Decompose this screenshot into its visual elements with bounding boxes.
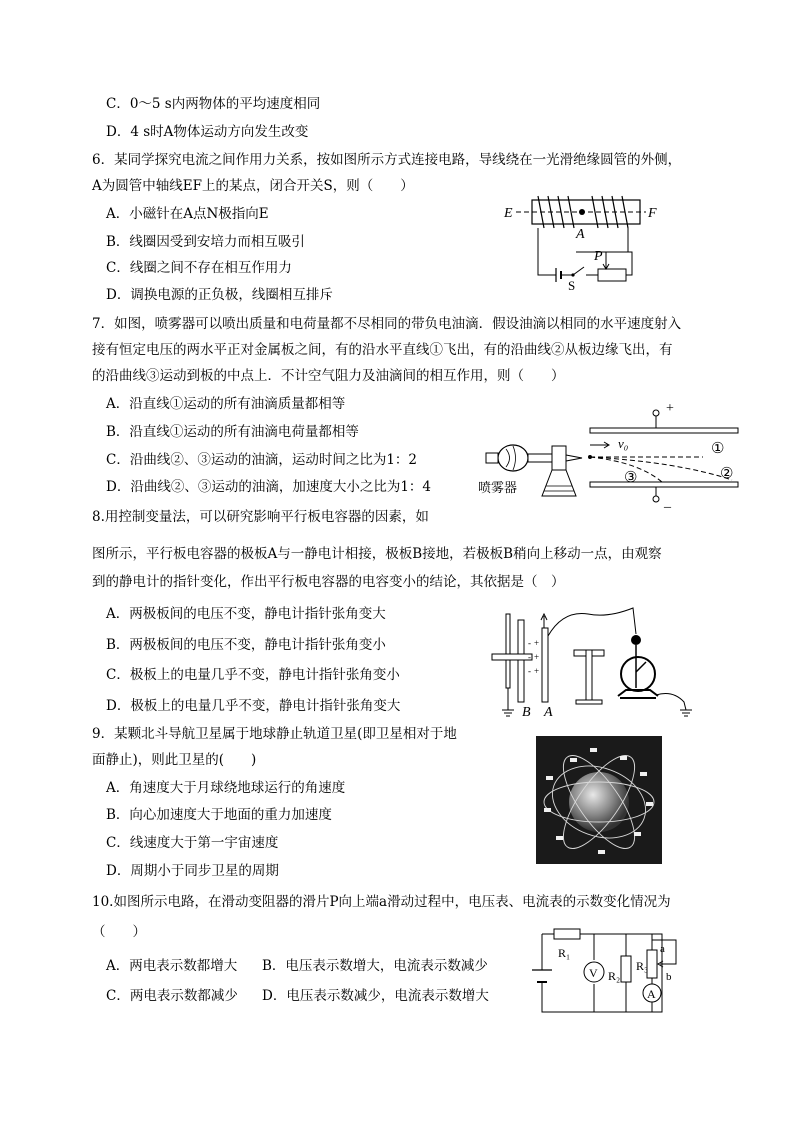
top-terminal [653,410,659,416]
resistor-R1 [554,929,580,939]
coil-circuit-figure [498,190,668,290]
bottom-terminal [653,496,659,502]
svg-text:-: - [528,666,531,676]
q7-option-b: B．沿直线①运动的所有油滴电荷量都相等 [106,424,359,440]
rheostat [598,269,626,281]
q8-stem-line1: 8.用控制变量法，可以研究影响平行板电容器的因素，如 [92,509,429,525]
q10-stem-line2: （ ） [92,924,146,940]
label-P: P [594,249,603,264]
label-B: B [522,705,531,718]
plate-A [542,628,548,702]
point-A-dot [579,209,585,215]
label-plus: + [666,401,674,416]
label-F: F [648,206,657,221]
svg-text:-: - [528,638,531,648]
q7-option-a: A．沿直线①运动的所有油滴质量都相等 [106,396,346,412]
q8-stem-line3: 到的静电计的指针变化，作出平行板电容器的电容变小的结论，其依据是（ ） [92,574,565,590]
label-v0: v₀ [618,436,629,451]
q6-stem-line1: 6．某同学探究电流之间作用力关系，按如图所示方式连接电路，导线绕在一光滑绝缘圆管的外侧， [92,152,682,168]
sprayer-nozzle [566,455,582,461]
connecting-wire [548,608,636,636]
wire-rheostat-right [626,252,632,275]
sprayer-bulb [498,445,528,471]
q7-stem-line2: 接有恒定电压的两水平正对金属板之间，有的沿水平直线①飞出，有的沿曲线②从板边缘飞出，有 [92,342,673,358]
capacitor-electrometer-figure [488,600,702,718]
q10-option-a: A．两电表示数都增大 [106,958,238,974]
q8-option-d: D．极板上的电量几乎不变，静电计指针张角变大 [106,698,401,714]
q8-option-b: B．两极板间的电压不变，静电计指针张角变小 [106,637,386,653]
label-S: S [568,278,576,290]
svg-text:-: - [528,652,531,662]
sprayer-head [552,446,566,470]
sprayer-plates-figure [478,400,748,508]
q8-option-a: A．两极板间的电压不变，静电计指针张角变大 [106,606,386,622]
top-plate [590,428,738,433]
label-1: ① [711,441,725,457]
q9-stem-line2: 面静止)，则此卫星的( ) [92,752,257,768]
label-V: V [589,966,598,980]
resistor-R2 [621,956,631,982]
svg-text:+: + [534,652,540,662]
q8-option-c: C．极板上的电量几乎不变，静电计指针张角变小 [106,667,400,683]
satellite-earth-image [536,736,662,864]
label-3: ③ [624,470,638,486]
rheostat-circuit-figure [528,920,698,1016]
q6-stem-line2: A为圆管中轴线EF上的某点，闭合开关S，则（ ） [92,178,414,194]
electrometer-dial [621,657,655,691]
bulb-valve [486,453,498,463]
q7-stem-line1: 7．如图，喷雾器可以喷出质量和电荷量都不尽相同的带负电油滴．假设油滴以相同的水平速度射入 [92,316,682,332]
label-sprayer: 喷雾器 [478,480,518,495]
q9-option-c: C．线速度大于第一宇宙速度 [106,835,279,851]
q6-option-d: D．调换电源的正负极，线圈相互排斥 [106,287,333,303]
q10-option-b: B．电压表示数增大，电流表示数减少 [262,958,488,974]
bottom-plate [590,482,738,487]
electrometer-knob [631,635,641,645]
rheostat-R3 [647,950,657,978]
label-A: A [576,227,585,242]
q10-option-c: C．两电表示数都减少 [106,988,238,1004]
sprayer-pipe [528,454,552,462]
label-a: a [660,943,665,955]
right-ground-symbol [680,710,692,716]
label-R1: R₁ [558,946,571,960]
path-2 [590,457,732,480]
label-R2: R₂ [608,969,621,983]
earth [569,772,629,832]
q9-stem-line1: 9．某颗北斗导航卫星属于地球静止轨道卫星(即卫星相对于地 [92,726,457,742]
svg-text:+: + [534,638,540,648]
label-minus: _ [664,495,671,508]
q10-stem-line1: 10.如图所示电路，在滑动变阻器的滑片P向上端a滑动过程中，电压表、电流表的示数变化情况为 [92,894,671,910]
q6-option-b: B．线圈因受到安培力而相互吸引 [106,234,305,250]
q9-option-a: A．角速度大于月球绕地球运行的角速度 [106,780,346,796]
plate-B-rod [506,614,510,688]
stand-base [576,700,602,704]
wire-left [538,228,556,275]
liquid-flask [542,470,576,496]
plate-B [518,620,524,702]
svg-text:+: + [534,666,540,676]
q7-option-c: C．沿曲线②、③运动的油滴，运动时间之比为1：2 [106,452,418,468]
q5-option-c: C．0～5 s内两物体的平均速度相同 [106,96,321,112]
q7-stem-line3: 的沿曲线③运动到板的中点上．不计空气阻力及油滴间的相互作用，则（ ） [92,368,565,384]
label-A: A [544,705,553,718]
stand-post [586,650,592,702]
label-b: b [666,971,672,983]
q9-option-b: B．向心加速度大于地面的重力加速度 [106,807,332,823]
q7-option-d: D．沿曲线②、③运动的油滴，加速度大小之比为1：4 [106,479,432,495]
q5-option-d: D．4 s时A物体运动方向发生改变 [106,124,309,140]
label-R3: R₃ [636,959,649,973]
q6-option-a: A．小磁针在A点N极指向E [106,206,269,222]
label-2: ② [720,466,734,482]
q10-option-d: D．电压表示数减少，电流表示数增大 [262,988,489,1004]
electrometer-stand [618,690,658,696]
q6-option-c: C．线圈之间不存在相互作用力 [106,260,292,276]
plate-B-handle [492,654,532,660]
label-Am: A [647,987,656,1001]
left-ground-symbol [502,710,514,716]
q8-stem-line2: 图所示，平行板电容器的极板A与一静电计相接，极板B接地，若极板B稍向上移动一点，由观察 [92,546,662,562]
right-ground-wire [656,694,686,710]
charge-marks [528,638,539,676]
q9-option-d: D．周期小于同步卫星的周期 [106,863,279,879]
switch-blade [573,267,584,275]
label-E: E [504,206,513,221]
